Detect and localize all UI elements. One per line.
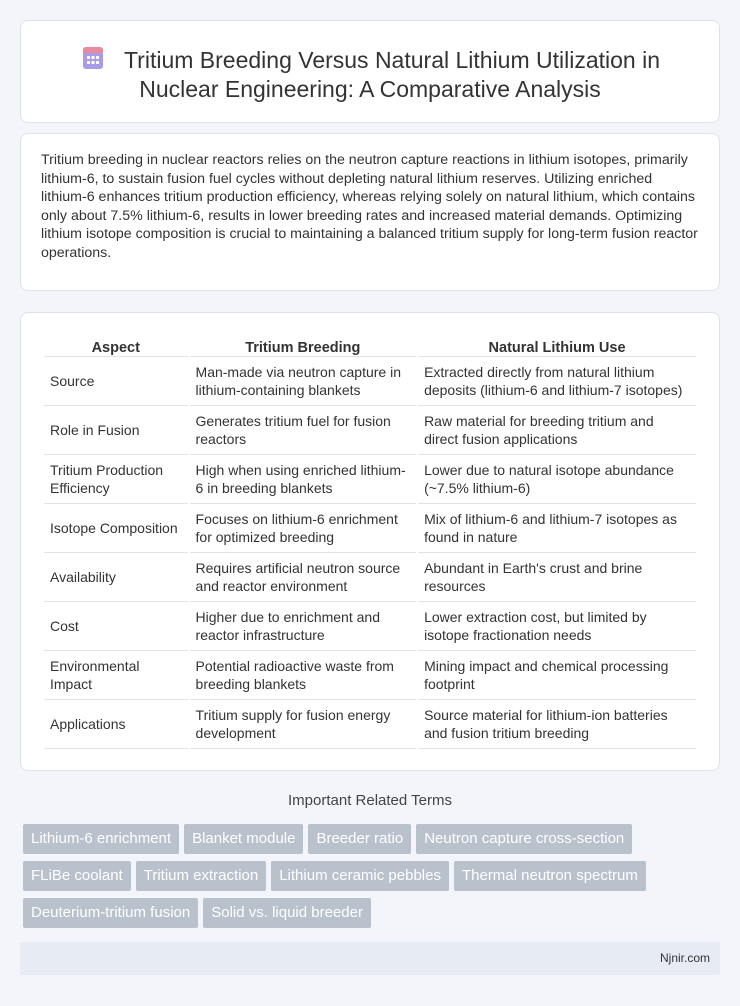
table-cell-aspect: Cost — [44, 602, 188, 651]
footer-bar — [20, 942, 720, 975]
related-term-tag[interactable]: Neutron capture cross-section — [416, 824, 632, 854]
table-cell-natural-lithium: Extracted directly from natural lithium deposits (lithium-6 and lithium-7 isotopes) — [418, 357, 696, 406]
related-terms-heading: Important Related Terms — [288, 792, 452, 809]
table-cell-tritium-breeding: Requires artificial neutron source and reactor environment — [190, 553, 417, 602]
table-cell-tritium-breeding: Higher due to enrichment and reactor infrastructure — [190, 602, 417, 651]
column-header-natural-lithium-use: Natural Lithium Use — [418, 335, 696, 357]
column-header-aspect: Aspect — [44, 335, 188, 357]
document-icon — [80, 45, 106, 71]
table-cell-aspect: Availability — [44, 553, 188, 602]
table-row — [44, 406, 696, 455]
table-cell-aspect: Isotope Composition — [44, 504, 188, 553]
related-term-tag[interactable]: Tritium extraction — [136, 861, 266, 891]
table-cell-natural-lithium: Lower due to natural isotope abundance (~7.5% lithium-6) — [418, 455, 696, 504]
table-row — [44, 455, 696, 504]
table-row — [44, 504, 696, 553]
table-row — [44, 651, 696, 700]
table-cell-tritium-breeding: Tritium supply for fusion energy development — [190, 700, 417, 749]
title-card — [20, 20, 720, 123]
table-row — [44, 602, 696, 651]
footer-site-link[interactable]: Njnir.com — [659, 951, 710, 965]
intro-card — [20, 133, 720, 291]
table-row — [44, 700, 696, 749]
table-cell-tritium-breeding: Generates tritium fuel for fusion reactors — [190, 406, 417, 455]
related-terms-list — [23, 824, 723, 928]
intro-paragraph: Tritium breeding in nuclear reactors relies on the neutron capture reactions in lithium isotopes, primarily lithium-6, to sustain fusion fuel cycles without depleting natural lithium reserves. Utilizing enriched lithium-6 enhances tritium production efficiency, whereas relying solely on natural lithium, which contains only about 7.5% lithium-6, results in lower breeding rates and increased material demands. Optimizing lithium isotope composition is crucial to maintaining a balanced tritium supply for long-term fusion reactor operations. — [41, 152, 698, 261]
table-cell-aspect: Tritium Production Efficiency — [44, 455, 188, 504]
table-cell-aspect: Environmental Impact — [44, 651, 188, 700]
table-cell-aspect: Applications — [44, 700, 188, 749]
table-cell-natural-lithium: Mining impact and chemical processing footprint — [418, 651, 696, 700]
comparison-table-card — [20, 312, 720, 771]
related-term-tag[interactable]: Thermal neutron spectrum — [454, 861, 646, 891]
related-term-tag[interactable]: FLiBe coolant — [23, 861, 131, 891]
table-cell-natural-lithium: Mix of lithium-6 and lithium-7 isotopes as found in nature — [418, 504, 696, 553]
table-row — [44, 553, 696, 602]
table-row — [44, 357, 696, 406]
table-cell-aspect: Role in Fusion — [44, 406, 188, 455]
page-title-wrap — [51, 45, 689, 104]
table-cell-natural-lithium: Lower extraction cost, but limited by isotope fractionation needs — [418, 602, 696, 651]
related-term-tag[interactable]: Deuterium-tritium fusion — [23, 898, 198, 928]
comparison-table — [42, 335, 698, 749]
table-cell-tritium-breeding: Focuses on lithium-6 enrichment for optimized breeding — [190, 504, 417, 553]
table-cell-tritium-breeding: Potential radioactive waste from breeding blankets — [190, 651, 417, 700]
related-term-tag[interactable]: Blanket module — [184, 824, 303, 854]
table-cell-aspect: Source — [44, 357, 188, 406]
related-term-tag[interactable]: Lithium-6 enrichment — [23, 824, 179, 854]
table-header-row — [44, 335, 696, 357]
table-cell-tritium-breeding: High when using enriched lithium-6 in breeding blankets — [190, 455, 417, 504]
table-cell-natural-lithium: Raw material for breeding tritium and direct fusion applications — [418, 406, 696, 455]
column-header-tritium-breeding: Tritium Breeding — [190, 335, 417, 357]
table-cell-natural-lithium: Abundant in Earth's crust and brine resources — [418, 553, 696, 602]
related-term-tag[interactable]: Breeder ratio — [308, 824, 411, 854]
related-term-tag[interactable]: Lithium ceramic pebbles — [271, 861, 449, 891]
table-cell-natural-lithium: Source material for lithium-ion batteries and fusion tritium breeding — [418, 700, 696, 749]
page-title: Tritium Breeding Versus Natural Lithium Utilization in Nuclear Engineering: A Comparative Analysis — [123, 47, 661, 102]
table-cell-tritium-breeding: Man-made via neutron capture in lithium-containing blankets — [190, 357, 417, 406]
related-term-tag[interactable]: Solid vs. liquid breeder — [203, 898, 371, 928]
